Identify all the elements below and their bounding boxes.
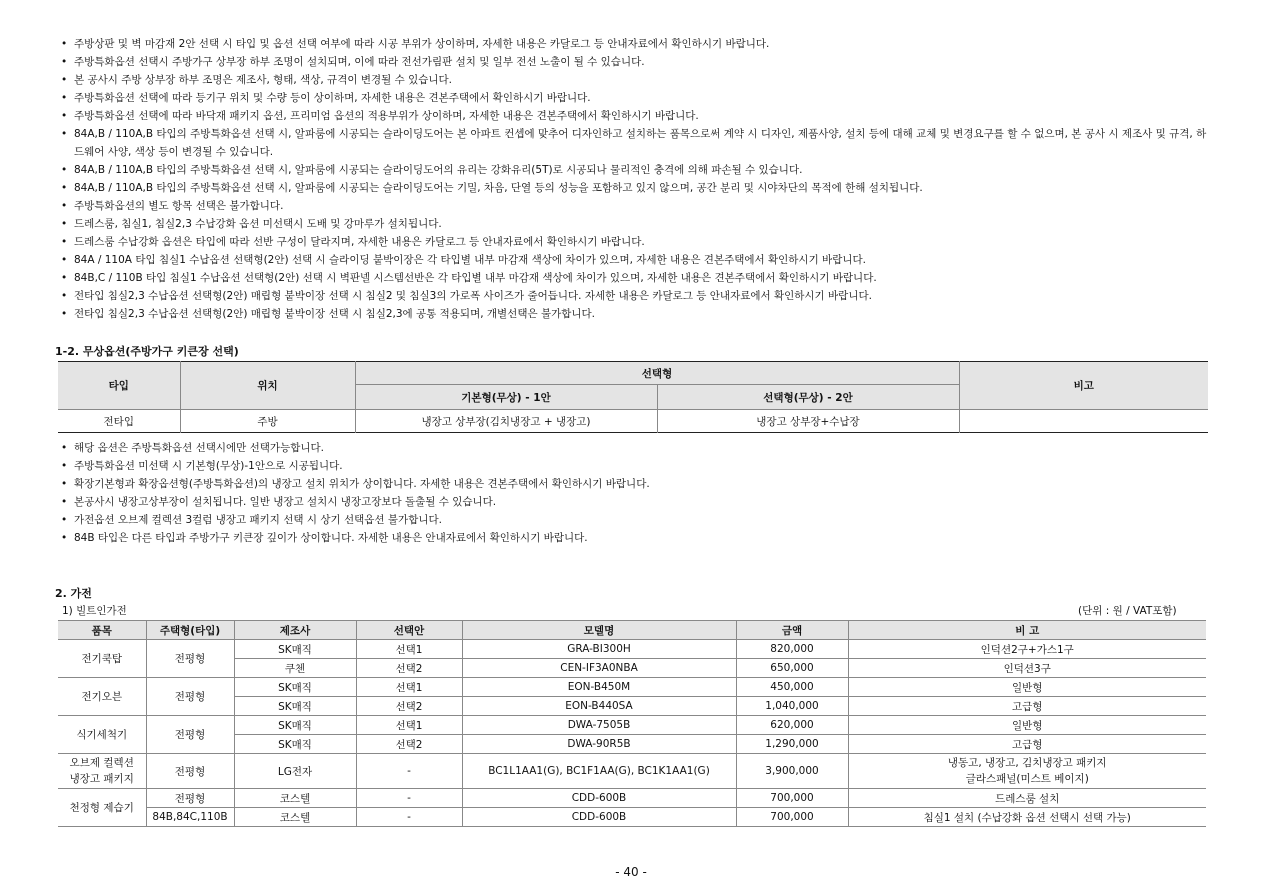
cell-type: 전평형 (146, 754, 234, 789)
cell-choice: 선택2 (356, 735, 462, 754)
cell-maker: LG전자 (234, 754, 356, 789)
header-basic: 기본형(무상) - 1안 (355, 385, 657, 410)
cell-type: 전타입 (58, 410, 180, 433)
cell-choice: - (356, 789, 462, 808)
cell-price: 450,000 (736, 678, 848, 697)
cell-maker: SK매직 (234, 640, 356, 659)
cell-type: 전평형 (146, 678, 234, 716)
cell-model: DWA-90R5B (462, 735, 736, 754)
cell-price: 1,290,000 (736, 735, 848, 754)
page-number: - 40 - (615, 865, 647, 879)
note-item: • 본 공사시 주방 상부장 하부 조명은 제조사, 형태, 색상, 규격이 변경될 수 있습니다. (60, 71, 1210, 89)
cell-choice: - (356, 808, 462, 827)
cell-maker: SK매직 (234, 735, 356, 754)
table-row (58, 640, 1206, 659)
header-choice: 선택안 (356, 621, 462, 640)
cell-maker: SK매직 (234, 697, 356, 716)
header-note: 비 고 (848, 621, 1206, 640)
cell-note: 인덕션3구 (848, 659, 1206, 678)
table-row (58, 410, 1208, 433)
cell-choice: 선택1 (356, 678, 462, 697)
cell-model: EON-B440SA (462, 697, 736, 716)
note-item: • 84A,B / 110A,B 타입의 주방특화옵션 선택 시, 알파룸에 시공되는 슬라이딩도어는 기밀, 차음, 단열 등의 성능을 포함하고 있지 않으며, 공간 분리 및 시야차단의 목적에 한해 설치됩니다. (60, 179, 1210, 197)
cell-price: 650,000 (736, 659, 848, 678)
cell-item (58, 754, 146, 789)
header-location: 위치 (180, 362, 355, 410)
section-1-2-title: 1-2. 무상옵션(주방가구 키큰장 선택) (55, 345, 239, 358)
cell-note: 고급형 (848, 697, 1206, 716)
header-type: 타입 (58, 362, 180, 410)
header-type: 주택형(타입) (146, 621, 234, 640)
cell-type: 전평형 (146, 716, 234, 754)
notes-top-list (60, 35, 1210, 323)
note-item: • 해당 옵션은 주방특화옵션 선택시에만 선택가능합니다. (60, 439, 1210, 457)
cell-note: 인덕션2구+가스1구 (848, 640, 1206, 659)
cell-maker: SK매직 (234, 716, 356, 735)
kitchen-option-table (58, 361, 1208, 433)
cell-model: EON-B450M (462, 678, 736, 697)
cell-note: 침실1 설치 (수납강화 옵션 선택시 선택 가능) (848, 808, 1206, 827)
table-row (58, 808, 1206, 827)
note-item: • 확장기본형과 확장옵션형(주방특화옵션)의 냉장고 설치 위치가 상이합니다. 자세한 내용은 견본주택에서 확인하시기 바랍니다. (60, 475, 1210, 493)
cell-type: 전평형 (146, 640, 234, 678)
note-item: • 가전옵션 오브제 컬렉션 3컬럼 냉장고 패키지 선택 시 상기 선택옵션 불가합니다. (60, 511, 1210, 529)
cell-maker: 코스텔 (234, 808, 356, 827)
cell-item-line: 오브제 컬렉션 (69, 757, 134, 769)
cell-maker: 쿠첸 (234, 659, 356, 678)
cell-type: 전평형 (146, 789, 234, 808)
note-item: • 전타입 침실2,3 수납옵션 선택형(2안) 매립형 붙박이장 선택 시 침실2,3에 공통 적용되며, 개별선택은 불가합니다. (60, 305, 1210, 323)
header-option: 선택형(무상) - 2안 (657, 385, 959, 410)
note-item: • 84B,C / 110B 타입 침실1 수납옵션 선택형(2안) 선택 시 벽판넬 시스템선반은 각 타입별 내부 마감재 색상에 차이가 있으며, 자세한 내용은 견본주택에서 확인하시기 바랍니다. (60, 269, 1210, 287)
note-item: • 주방특화옵션 미선택 시 기본형(무상)-1안으로 시공됩니다. (60, 457, 1210, 475)
header-item: 품목 (58, 621, 146, 640)
cell-note: 드레스룸 설치 (848, 789, 1206, 808)
table-row (58, 754, 1206, 789)
header-choice: 선택형 (355, 362, 959, 385)
header-maker: 제조사 (234, 621, 356, 640)
note-item: • 드레스룸 수납강화 옵션은 타입에 따라 선반 구성이 달라지며, 자세한 내용은 카달로그 등 안내자료에서 확인하시기 바랍니다. (60, 233, 1210, 251)
cell-choice: 선택1 (356, 716, 462, 735)
cell-location: 주방 (180, 410, 355, 433)
cell-note-line: 글라스패널(미스트 베이지) (965, 773, 1089, 785)
note-item: • 주방상판 및 벽 마감재 2안 선택 시 타입 및 옵션 선택 여부에 따라 시공 부위가 상이하며, 자세한 내용은 카달로그 등 안내자료에서 확인하시기 바랍니다. (60, 35, 1210, 53)
cell-note: 일반형 (848, 716, 1206, 735)
note-item: • 주방특화옵션 선택에 따라 바닥재 패키지 옵션, 프리미엄 옵션의 적용부위가 상이하며, 자세한 내용은 견본주택에서 확인하시기 바랍니다. (60, 107, 1210, 125)
cell-option: 냉장고 상부장+수납장 (657, 410, 959, 433)
note-item: • 본공사시 냉장고상부장이 설치됩니다. 일반 냉장고 설치시 냉장고장보다 돌출될 수 있습니다. (60, 493, 1210, 511)
unit-label: (단위 : 원 / VAT포함) (1078, 605, 1177, 617)
cell-price: 820,000 (736, 640, 848, 659)
cell-model: CDD-600B (462, 789, 736, 808)
note-item: • 84A,B / 110A,B 타입의 주방특화옵션 선택 시, 알파룸에 시공되는 슬라이딩도어는 본 아파트 컨셉에 맞추어 디자인하고 설치하는 품목으로써 계약 시 디자인, 제품사양, 설치 등에 대해 교체 및 변경요구를 할 수 없으며, 본 공사 시 제조사 및 규격, 하드웨어 사양, 색상 등이 변경될 수 있습니다. (60, 125, 1210, 161)
cell-price: 700,000 (736, 789, 848, 808)
note-item: • 84B 타입은 다른 타입과 주방가구 키큰장 깊이가 상이합니다. 자세한 내용은 안내자료에서 확인하시기 바랍니다. (60, 529, 1210, 547)
cell-price: 3,900,000 (736, 754, 848, 789)
cell-maker: 코스텔 (234, 789, 356, 808)
cell-choice: 선택2 (356, 659, 462, 678)
cell-price: 1,040,000 (736, 697, 848, 716)
cell-remark (959, 410, 1208, 433)
header-remark: 비고 (959, 362, 1208, 410)
cell-price: 620,000 (736, 716, 848, 735)
cell-note (848, 754, 1206, 789)
cell-price: 700,000 (736, 808, 848, 827)
cell-item: 식기세척기 (58, 716, 146, 754)
cell-choice: - (356, 754, 462, 789)
table-row (58, 678, 1206, 697)
note-item: • 드레스룸, 침실1, 침실2,3 수납강화 옵션 미선택시 도배 및 강마루가 설치됩니다. (60, 215, 1210, 233)
cell-note: 일반형 (848, 678, 1206, 697)
cell-maker: SK매직 (234, 678, 356, 697)
cell-model: DWA-7505B (462, 716, 736, 735)
note-item: • 주방특화옵션 선택에 따라 등기구 위치 및 수량 등이 상이하며, 자세한 내용은 견본주택에서 확인하시기 바랍니다. (60, 89, 1210, 107)
cell-model: CEN-IF3A0NBA (462, 659, 736, 678)
section-2-title: 2. 가전 (55, 587, 92, 600)
table-row (58, 716, 1206, 735)
cell-choice: 선택1 (356, 640, 462, 659)
cell-basic: 냉장고 상부장(김치냉장고 + 냉장고) (355, 410, 657, 433)
section-2-subtitle: 1) 빌트인가전 (62, 605, 127, 617)
table-row (58, 789, 1206, 808)
cell-item: 천정형 제습기 (58, 789, 146, 827)
cell-item: 전기쿡탑 (58, 640, 146, 678)
note-item: • 전타입 침실2,3 수납옵션 선택형(2안) 매립형 붙박이장 선택 시 침실2 및 침실3의 가로폭 사이즈가 줄어듭니다. 자세한 내용은 카달로그 등 안내자료에서 확인하시기 바랍니다. (60, 287, 1210, 305)
cell-model: CDD-600B (462, 808, 736, 827)
notes-1-2-list (60, 439, 1210, 547)
cell-item-line: 냉장고 패키지 (69, 773, 134, 785)
header-price: 금액 (736, 621, 848, 640)
cell-choice: 선택2 (356, 697, 462, 716)
cell-type: 84B,84C,110B (146, 808, 234, 827)
header-model: 모델명 (462, 621, 736, 640)
note-item: • 주방특화옵션 선택시 주방가구 상부장 하부 조명이 설치되며, 이에 따라 전선가림판 설치 및 일부 전선 노출이 될 수 있습니다. (60, 53, 1210, 71)
note-item: • 주방특화옵션의 별도 항목 선택은 불가합니다. (60, 197, 1210, 215)
note-item: • 84A,B / 110A,B 타입의 주방특화옵션 선택 시, 알파룸에 시공되는 슬라이딩도어의 유리는 강화유리(5T)로 시공되나 물리적인 충격에 의해 파손될 수 있습니다. (60, 161, 1210, 179)
cell-note-line: 냉동고, 냉장고, 김치냉장고 패키지 (947, 757, 1107, 769)
cell-model: GRA-BI300H (462, 640, 736, 659)
cell-model: BC1L1AA1(G), BC1F1AA(G), BC1K1AA1(G) (462, 754, 736, 789)
appliance-table (58, 620, 1206, 827)
note-item: • 84A / 110A 타입 침실1 수납옵션 선택형(2안) 선택 시 슬라이딩 붙박이장은 각 타입별 내부 마감재 색상에 차이가 있으며, 자세한 내용은 견본주택에서 확인하시기 바랍니다. (60, 251, 1210, 269)
cell-item: 전기오븐 (58, 678, 146, 716)
cell-note: 고급형 (848, 735, 1206, 754)
